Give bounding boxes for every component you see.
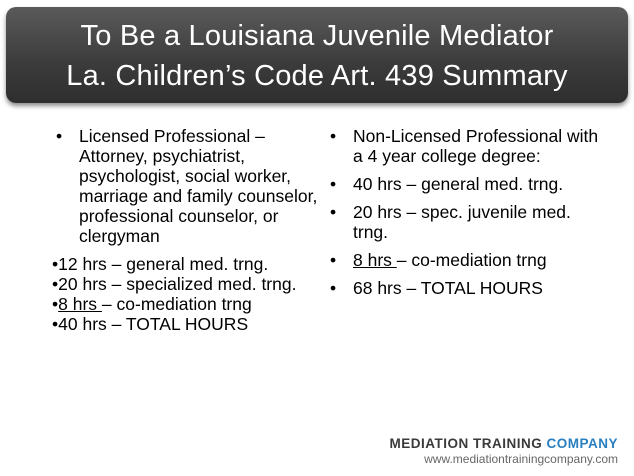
- list-item: [326, 174, 606, 194]
- right-bullet-list: [326, 126, 606, 298]
- left-bullet-list: [52, 126, 322, 246]
- brand-logo: [389, 436, 618, 466]
- list-item-text: Non-Licensed Professional with a 4 year college degree:: [353, 126, 599, 166]
- bullet-dot: •: [56, 126, 63, 146]
- list-item-text: – co-mediation trng: [396, 250, 547, 270]
- list-item: [326, 202, 606, 242]
- bullet-dot: •: [330, 126, 337, 146]
- brand-name: [389, 436, 618, 451]
- list-item-text: 20 hrs – spec. juvenile med. trng.: [353, 202, 571, 242]
- underlined-text: 8 hrs: [58, 294, 102, 314]
- plain-bullet: •: [52, 254, 59, 274]
- plain-line-text: – co-mediation trng: [101, 294, 252, 314]
- plain-line: [52, 314, 322, 334]
- right-column: [326, 126, 606, 306]
- brand-accent-text: COMPANY: [546, 436, 618, 451]
- plain-bullet: •: [52, 294, 59, 314]
- bullet-dot: •: [330, 202, 337, 222]
- brand-main-text: MEDIATION TRAINING: [389, 436, 547, 451]
- list-item: [326, 278, 606, 298]
- plain-bullet: •: [52, 314, 59, 334]
- title-bar: [6, 7, 628, 103]
- list-item: [326, 250, 606, 270]
- list-item: [326, 126, 606, 166]
- brand-url: www.mediationtrainingcompany.com: [424, 452, 618, 466]
- list-item: [52, 126, 322, 246]
- underlined-text: 8 hrs: [353, 250, 397, 270]
- list-item-text: Licensed Professional – Attorney, psychiatrist, psychologist, social worker, marriage and family counselor, professional counselor, or clergyman: [79, 126, 318, 246]
- plain-line: [52, 294, 322, 314]
- list-item-text: 40 hrs – general med. trng.: [353, 174, 564, 194]
- list-item-text: 68 hrs – TOTAL HOURS: [353, 278, 543, 298]
- plain-bullet: •: [52, 274, 59, 294]
- bullet-dot: •: [330, 174, 337, 194]
- footer: [0, 420, 634, 476]
- left-column: [52, 126, 322, 334]
- bullet-dot: •: [330, 278, 337, 298]
- plain-line: [52, 254, 322, 274]
- title-line-1: To Be a Louisiana Juvenile Mediator: [80, 20, 554, 52]
- bullet-dot: •: [330, 250, 337, 270]
- plain-line-text: 12 hrs – general med. trng.: [58, 254, 269, 274]
- plain-line-text: 40 hrs – TOTAL HOURS: [58, 314, 249, 334]
- plain-line: [52, 274, 322, 294]
- title-line-2: La. Children’s Code Art. 439 Summary: [66, 60, 568, 92]
- plain-line-text: 20 hrs – specialized med. trng.: [58, 274, 297, 294]
